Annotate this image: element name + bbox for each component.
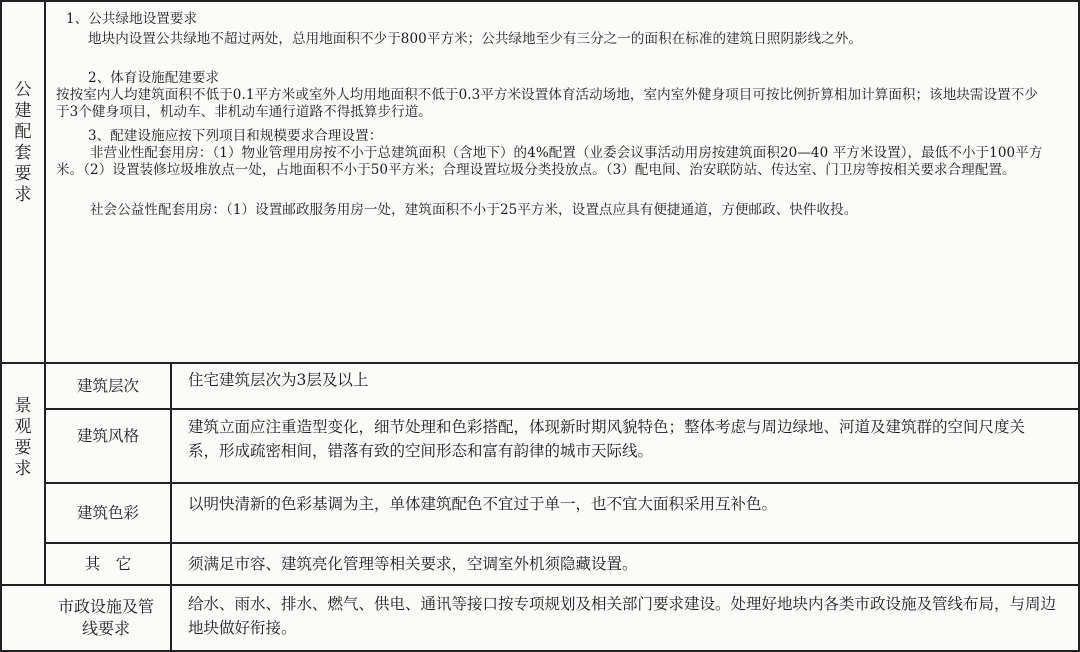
table-border-left — [0, 0, 2, 652]
section-label-landscape: 景观要求 — [14, 396, 32, 479]
section-label-facilities: 公建配套要求 — [14, 80, 32, 205]
table-border-top — [0, 0, 1080, 2]
row-label-building-style: 建筑风格 — [76, 427, 139, 445]
row-label-building-levels: 建筑层次 — [76, 377, 139, 395]
table-divider — [44, 408, 1080, 410]
paragraph-body: 社会公益性配套用房：（1）设置邮政服务用房一处，建筑面积不小于25平方米，设置点应具有便捷通道，方便邮政、快件收投。 — [90, 202, 858, 218]
row-value-other: 须满足市容、建筑亮化管理等相关要求，空调室外机须隐藏设置。 — [188, 555, 638, 573]
table-divider — [44, 542, 1080, 544]
paragraph-body: 按按室内人均建筑面积不低于0.1平方米或室外人均用地面积不低于0.3平方米设置体育活动场地，室内室外健身项目可按比例折算相加计算面积；该地块需设置不少于3个健身项目，机动车、非机动车通行道路不得抵算步行道。 — [56, 87, 1038, 120]
section-label-municipal: 市政设施及管线要求 — [57, 597, 154, 638]
paragraph-title: 2、体育设施配建要求 — [88, 70, 220, 86]
paragraph-body: 地块内设置公共绿地不超过两处，总用地面积不少于800平方米；公共绿地至少有三分之一的面积在标准的建筑日照阴影线之外。 — [88, 31, 863, 47]
paragraph-title: 3、配建设施应按下列项目和规模要求合理设置： — [88, 128, 383, 144]
row-value-building-levels: 住宅建筑层次为3层及以上 — [188, 371, 369, 389]
row-value-building-style: 建筑立面应注重造型变化，细节处理和色彩搭配，体现新时期风貌特色；整体考虑与周边绿地、河道及建筑群的空间尺度关系，形成疏密相间，错落有致的空间形态和富有韵律的城市天际线。 — [188, 418, 1026, 460]
table-divider — [0, 584, 1080, 586]
paragraph-title: 1、公共绿地设置要求 — [66, 11, 198, 27]
table-divider-vertical — [170, 362, 172, 652]
row-label-building-color: 建筑色彩 — [76, 504, 139, 522]
table-divider — [44, 482, 1080, 484]
paragraph-body: 非营业性配套用房：（1）物业管理用房按不小于总建筑面积（含地下）的4%配置（业委会议事活动用房按建筑面积20—40 平方米设置），最低不小于100平方米。（2）设置装修垃圾堆放点一处，占地面积不小于50平方米；合理设置垃圾分类投放点。（3）配电间、治安联防站、传达室、门卫房等按相关要求合理配置。 — [56, 145, 1043, 178]
section-value-municipal: 给水、雨水、排水、燃气、供电、通讯等接口按专项规划及相关部门要求建设。处理好地块内各类市政设施及管线布局，与周边地块做好衔接。 — [188, 595, 1057, 637]
row-value-building-color: 以明快清新的色彩基调为主，单体建筑配色不宜过于单一，也不宜大面积采用互补色。 — [188, 495, 778, 513]
row-label-other: 其 它 — [84, 555, 132, 573]
